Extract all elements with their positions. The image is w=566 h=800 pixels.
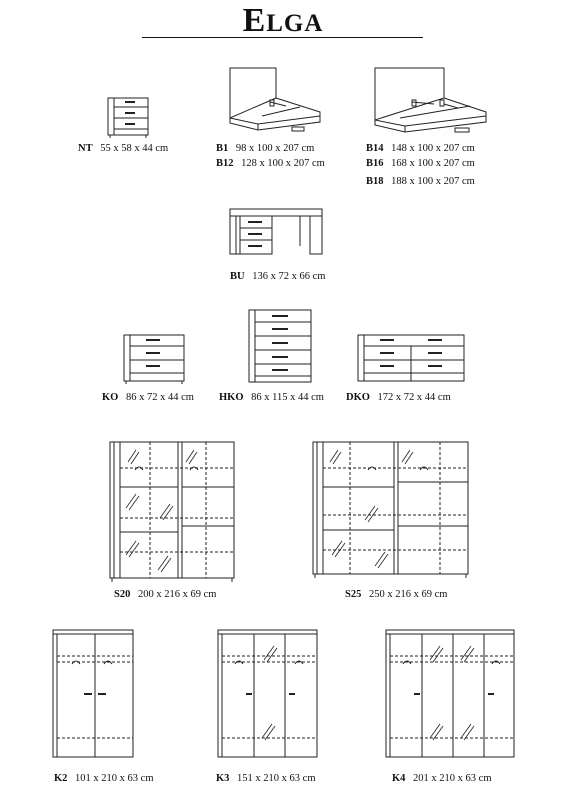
dims-s25: 250 x 216 x 69 cm (368, 589, 448, 600)
dims-b16: 168 x 100 x 207 cm (391, 158, 475, 169)
code-ko: KO (102, 392, 119, 403)
label-b12 (216, 157, 325, 170)
chest-hko-drawing (249, 310, 311, 382)
label-k2 (54, 772, 154, 785)
label-ko (102, 391, 194, 404)
wardrobe-k2-drawing (53, 630, 133, 757)
nightstand-nt-drawing (108, 98, 148, 138)
bed-b14-drawing (375, 68, 486, 132)
code-b14: B14 (366, 143, 384, 154)
code-dko: DKO (346, 392, 370, 403)
label-dko (346, 391, 451, 404)
dims-dko: 172 x 72 x 44 cm (377, 392, 451, 403)
label-b1 (216, 142, 314, 155)
code-nt: NT (78, 143, 93, 154)
chest-ko-drawing (124, 335, 184, 384)
label-nt (78, 142, 168, 155)
code-b16: B16 (366, 158, 384, 169)
chest-dko-drawing (358, 335, 464, 381)
dims-nt: 55 x 58 x 44 cm (100, 143, 169, 154)
dims-b1: 98 x 100 x 207 cm (235, 143, 315, 154)
label-hko (219, 391, 324, 404)
label-s20 (114, 588, 216, 601)
label-b16 (366, 157, 475, 170)
label-b18 (366, 175, 475, 188)
dims-b12: 128 x 100 x 207 cm (241, 158, 325, 169)
dims-b18: 188 x 100 x 207 cm (391, 176, 475, 187)
wardrobe-s25-drawing (313, 442, 468, 578)
code-s25: S25 (345, 589, 362, 600)
label-s25 (345, 588, 447, 601)
label-bu (230, 270, 325, 283)
wardrobe-k4-drawing (386, 630, 514, 757)
dims-b14: 148 x 100 x 207 cm (391, 143, 475, 154)
dims-hko: 86 x 115 x 44 cm (251, 392, 324, 403)
code-b1: B1 (216, 143, 229, 154)
label-k3 (216, 772, 316, 785)
code-k3: K3 (216, 773, 230, 784)
label-k4 (392, 772, 492, 785)
catalog-title: ELGA (242, 2, 324, 39)
dims-ko: 86 x 72 x 44 cm (125, 392, 194, 403)
label-b14 (366, 142, 475, 155)
code-bu: BU (230, 271, 245, 282)
code-b12: B12 (216, 158, 234, 169)
code-b18: B18 (366, 176, 384, 187)
dims-bu: 136 x 72 x 66 cm (252, 271, 326, 282)
wardrobe-s20-drawing (110, 442, 234, 582)
dims-k2: 101 x 210 x 63 cm (75, 773, 154, 784)
code-s20: S20 (114, 589, 131, 600)
wardrobe-k3-drawing (218, 630, 317, 757)
dims-k4: 201 x 210 x 63 cm (413, 773, 492, 784)
bed-b1-drawing (230, 68, 320, 131)
dims-k3: 151 x 210 x 63 cm (237, 773, 316, 784)
desk-bu-drawing (230, 209, 322, 254)
code-k4: K4 (392, 773, 406, 784)
dims-s20: 200 x 216 x 69 cm (137, 589, 217, 600)
code-k2: K2 (54, 773, 68, 784)
code-hko: HKO (219, 392, 244, 403)
